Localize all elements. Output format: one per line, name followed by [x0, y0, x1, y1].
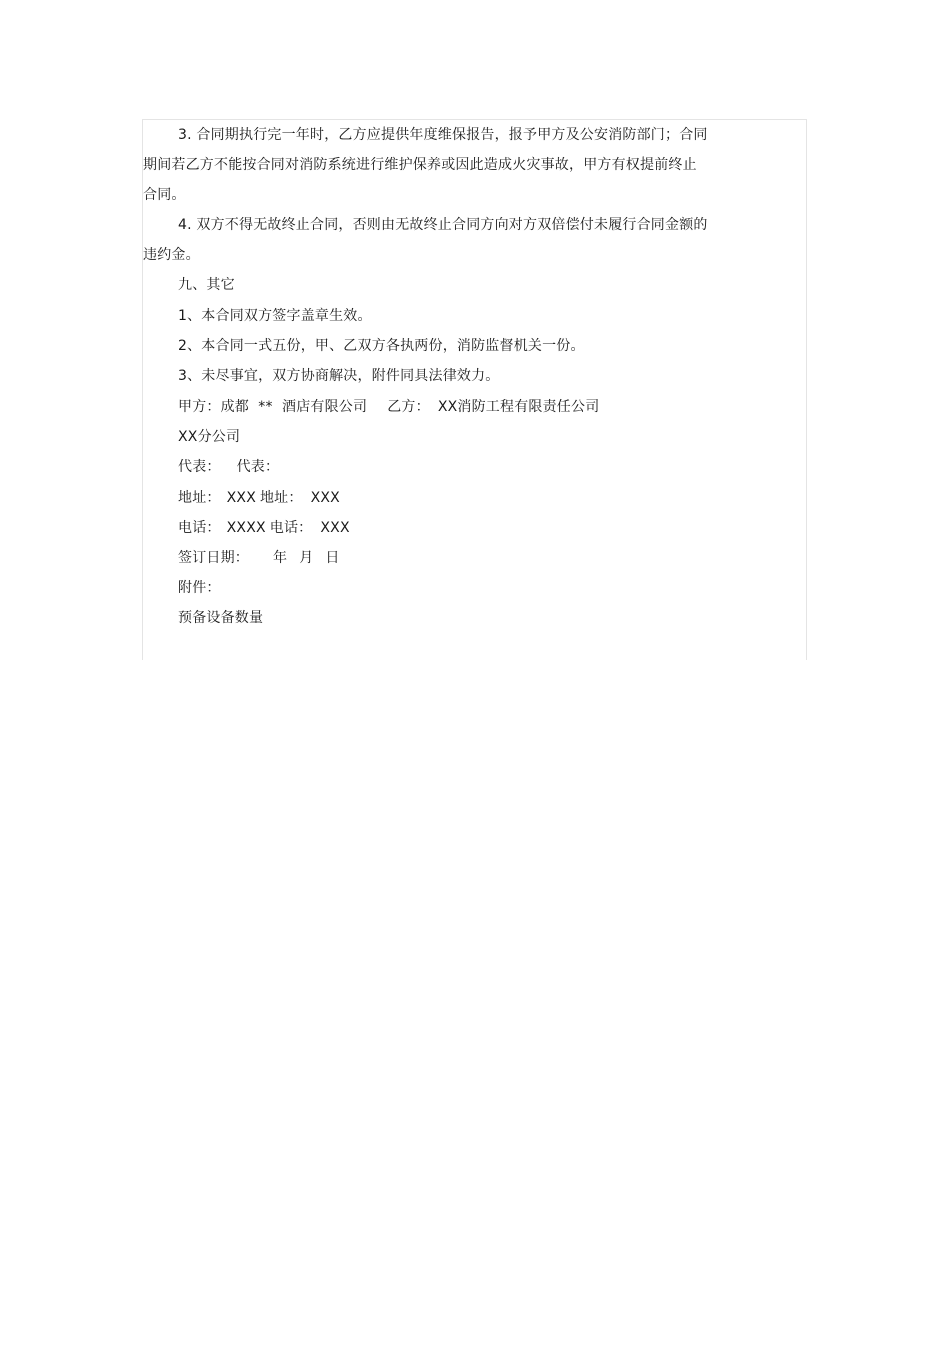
representative-line [178, 457, 279, 477]
tel-b-label: 电话： [269, 520, 313, 536]
clause-4-line-1: 4. 双方不得无故终止合同，否则由无故终止合同方向对方双倍偿付未履行合同金额的 [178, 217, 708, 233]
clause-3-line-3: 合同。 [143, 187, 186, 203]
address-line [178, 488, 340, 508]
date-year: 年 [273, 550, 288, 566]
other-item-3: 3、未尽事宜，双方协商解决，附件同具法律效力。 [178, 368, 500, 384]
date-month: 月 [299, 550, 314, 566]
tel-a-value: XXXX [226, 520, 266, 536]
addr-b-value: XXX [310, 490, 340, 506]
party-line [178, 397, 599, 417]
tel-b-value: XXX [320, 520, 350, 536]
addr-a-value: XXX [226, 490, 256, 506]
clause-3-line-2: 期间若乙方不能按合同对消防系统进行维护保养或因此造成火灾事故，甲方有权提前终止 [143, 157, 697, 173]
section-heading-other: 九、其它 [178, 277, 235, 293]
telephone-line [178, 518, 350, 538]
party-a-name: 成都 ** 酒店有限公司 [220, 399, 368, 415]
addr-a-label: 地址： [178, 490, 221, 506]
party-b-branch: XX分公司 [178, 429, 241, 445]
clause-4-line-2: 违约金。 [143, 247, 200, 263]
party-b-name: XX消防工程有限责任公司 [437, 399, 600, 415]
party-a-label: 甲方： [178, 399, 221, 415]
attachment-label: 附件： [178, 580, 221, 596]
signing-date-line [178, 548, 340, 568]
document-page [142, 119, 807, 660]
other-item-1: 1、本合同双方签字盖章生效。 [178, 308, 372, 324]
date-label: 签订日期： [178, 550, 249, 566]
rep-b-label: 代表： [236, 459, 280, 475]
party-b-label: 乙方： [387, 399, 430, 415]
spare-equipment-title: 预备设备数量 [178, 610, 264, 626]
rep-a-label: 代表： [178, 459, 221, 475]
date-day: 日 [325, 550, 340, 566]
other-item-2: 2、本合同一式五份，甲、乙双方各执两份，消防监督机关一份。 [178, 338, 585, 354]
addr-b-label: 地址： [259, 490, 303, 506]
clause-3-line-1: 3. 合同期执行完一年时，乙方应提供年度维保报告，报予甲方及公安消防部门；合同 [178, 127, 708, 143]
tel-a-label: 电话： [178, 520, 221, 536]
